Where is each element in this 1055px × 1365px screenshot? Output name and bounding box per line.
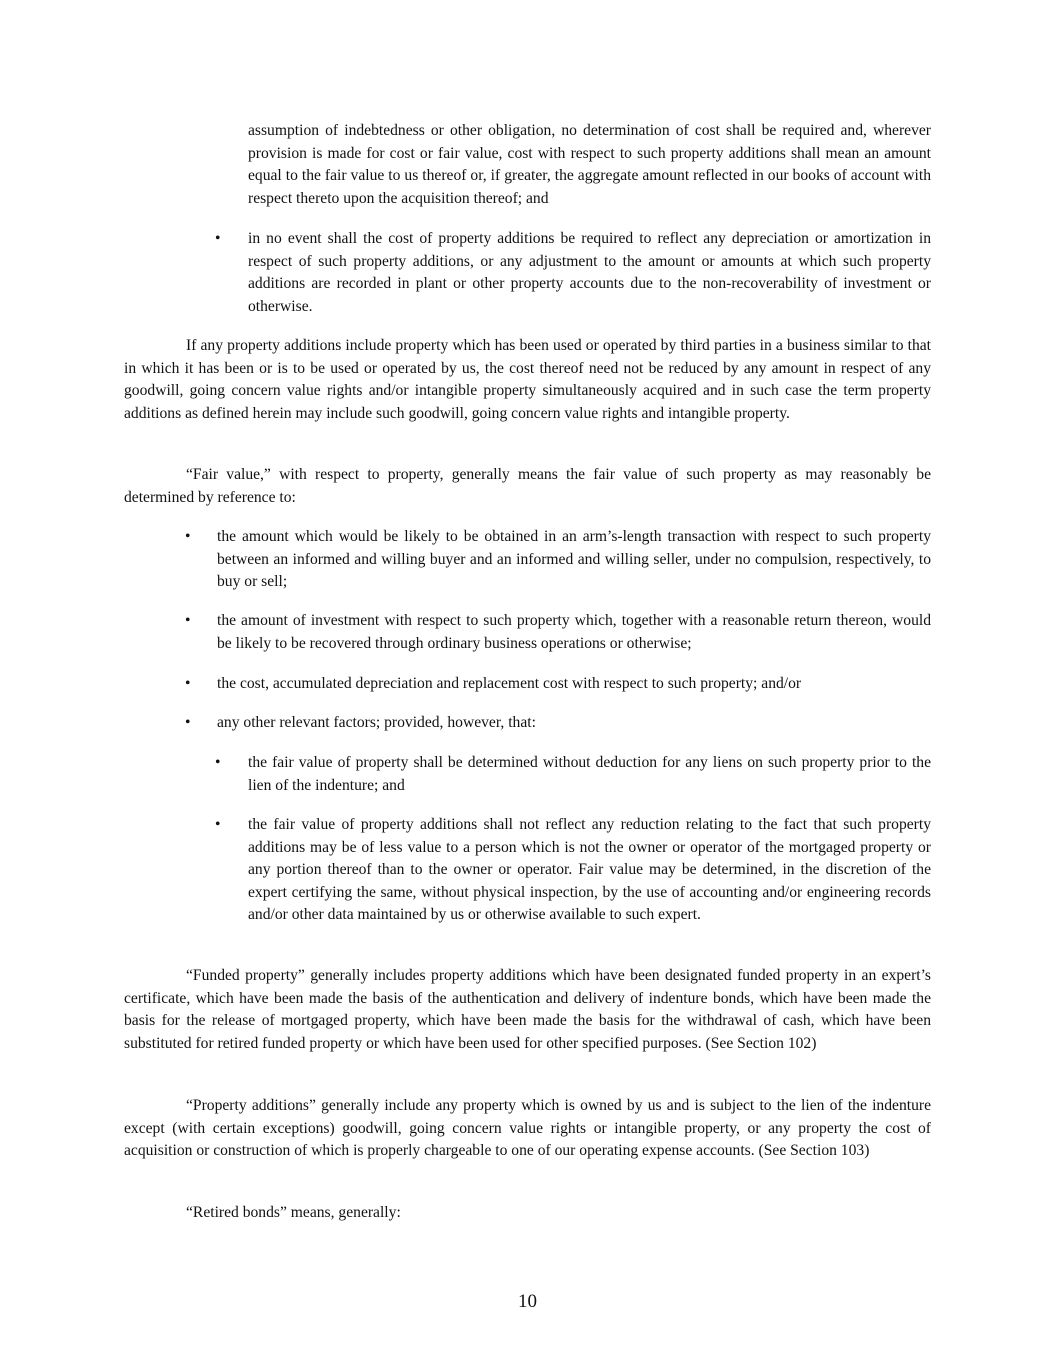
paragraph-text: “Property additions” generally include any property which is owned by us and is subject to the lien of the indenture except (with certain exceptions) goodwill, going concern value rights or intangible property, or any property the cost of acquisition or construction of which is properly chargeable to one of our operating expense accounts. (See Section 103) [124, 1097, 931, 1159]
paragraph-fair-value-definition [124, 464, 931, 509]
bullet-text: in no event shall the cost of property additions be required to reflect any depreciation or amortization in respect of such property additions, or any adjustment to the amount or amounts at which such property additions are recorded in plant or other property accounts due to the non-recoverability of investment or otherwise. [248, 230, 931, 315]
paragraph-property-additions [124, 1095, 931, 1163]
paragraph-funded-property [124, 965, 931, 1055]
bullet-marker: • [185, 714, 191, 731]
paragraph-text: If any property additions include property which has been used or operated by third parties in a business similar to that in which it has been or is to be used or operated by us, the cost thereof need not be reduced by any amount in respect of any goodwill, going concern value rights and/or intangible property simultaneously acquired and in such case the term property additions as defined herein may include such goodwill, going concern value rights and intangible property. [124, 337, 931, 422]
bullet-text: the amount which would be likely to be obtained in an arm’s-length transaction with respect to such property between an informed and willing buyer and an informed and willing seller, under no compulsion, respectively, to buy or sell; [217, 528, 931, 590]
paragraph-retired-bonds [124, 1202, 931, 1225]
bullet-text: the cost, accumulated depreciation and replacement cost with respect to such property; and/or [217, 675, 802, 692]
bullet-text: the amount of investment with respect to such property which, together with a reasonable return thereon, would be likely to be recovered through ordinary business operations or otherwise; [217, 612, 931, 652]
bullet-marker: • [215, 754, 221, 771]
bullet-marker: • [215, 816, 221, 833]
page-number: 10 [518, 1291, 537, 1312]
bullet-text: any other relevant factors; provided, however, that: [217, 714, 536, 731]
paragraph-third-parties [124, 335, 931, 425]
paragraph-text: “Fair value,” with respect to property, generally means the fair value of such property as may reasonably be determined by reference to: [124, 466, 931, 506]
bullet-marker: • [185, 528, 191, 545]
bullet-marker: • [185, 612, 191, 629]
continuation-paragraph: assumption of indebtedness or other obligation, no determination of cost shall be required and, wherever provision is made for cost or fair value, cost with respect to such property additions shall mean an amount equal to the fair value to us thereof or, if greater, the aggregate amount reflected in our books of account with respect thereto upon the acquisition thereof; and [248, 122, 931, 207]
bullet-text: the fair value of property shall be determined without deduction for any liens on such property prior to the lien of the indenture; and [248, 754, 931, 794]
paragraph-text: “Retired bonds” means, generally: [186, 1204, 401, 1221]
bullet-text: the fair value of property additions shall not reflect any reduction relating to the fact that such property additions may be of less value to a person which is not the owner or operator of the mortgaged property or any portion thereof than to the owner or operator. Fair value may be determined, in the discretion of the expert certifying the same, without physical inspection, by the use of accounting and/or engineering records and/or other data maintained by us or otherwise available to such expert. [248, 816, 931, 923]
paragraph-text: “Funded property” generally includes property additions which have been designated funded property in an expert’s certificate, which have been made the basis of the authentication and delivery of indenture bonds, which have been made the basis for the release of mortgaged property, which have been made the basis for the withdrawal of cash, which have been substituted for retired funded property or which have been used for other specified purposes. (See Section 102) [124, 967, 931, 1052]
bullet-marker: • [185, 675, 191, 692]
bullet-marker: • [215, 230, 221, 247]
